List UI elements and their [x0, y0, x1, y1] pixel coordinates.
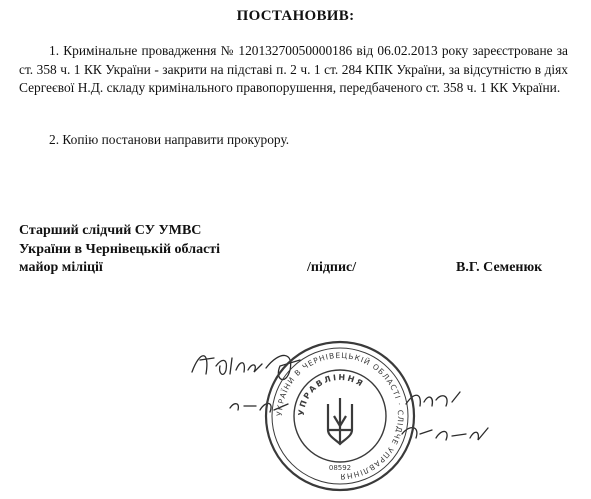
official-stamp-image — [170, 330, 500, 499]
seal-outer-text: УКРАЇНИ В ЧЕРНІВЕЦЬКІЙ ОБЛАСТІ · СЛІДЧЕ УПРАВЛІННЯ — [274, 350, 406, 482]
signatory-rank-line — [19, 259, 579, 278]
signatory-name: В.Г. Семенюк — [456, 260, 543, 275]
paragraph-1 — [19, 42, 568, 98]
paragraph-2 — [19, 131, 568, 150]
signatory-position-line-2: України в Чернівецькій області — [19, 241, 221, 257]
paragraph-2-text: 2. Копію постанови направити прокурору. — [49, 132, 290, 147]
paragraph-1-text: 1. Кримінальне провадження № 12013270050000186 від 06.02.2013 року зареєстроване за ст. 358 ч. 1 КК України - закрити на підставі п. 2 ч. 1 ст. 284 КПК України, за відсутністю в діях Сергеєвої Н.Д. складу кримінального правопорушення, передбаченого ст. 358 ч. 1 КК України. — [19, 43, 568, 95]
signatory-position-line-1: Старший слідчий СУ УМВС — [19, 223, 202, 238]
svg-text:УПРАВЛІННЯ — [297, 373, 366, 416]
stamp-and-handwriting — [170, 330, 500, 499]
signatory-rank: майор міліції — [19, 260, 103, 275]
seal-inner-text: УПРАВЛІННЯ — [296, 372, 366, 417]
trident-emblem — [328, 398, 352, 444]
signature-placeholder: /підпис/ — [307, 260, 357, 275]
signatory-block — [19, 222, 579, 278]
decision-heading: ПОСТАНОВИВ: — [236, 8, 355, 24]
seal-code: 08592 — [328, 464, 352, 472]
round-seal — [266, 342, 414, 490]
